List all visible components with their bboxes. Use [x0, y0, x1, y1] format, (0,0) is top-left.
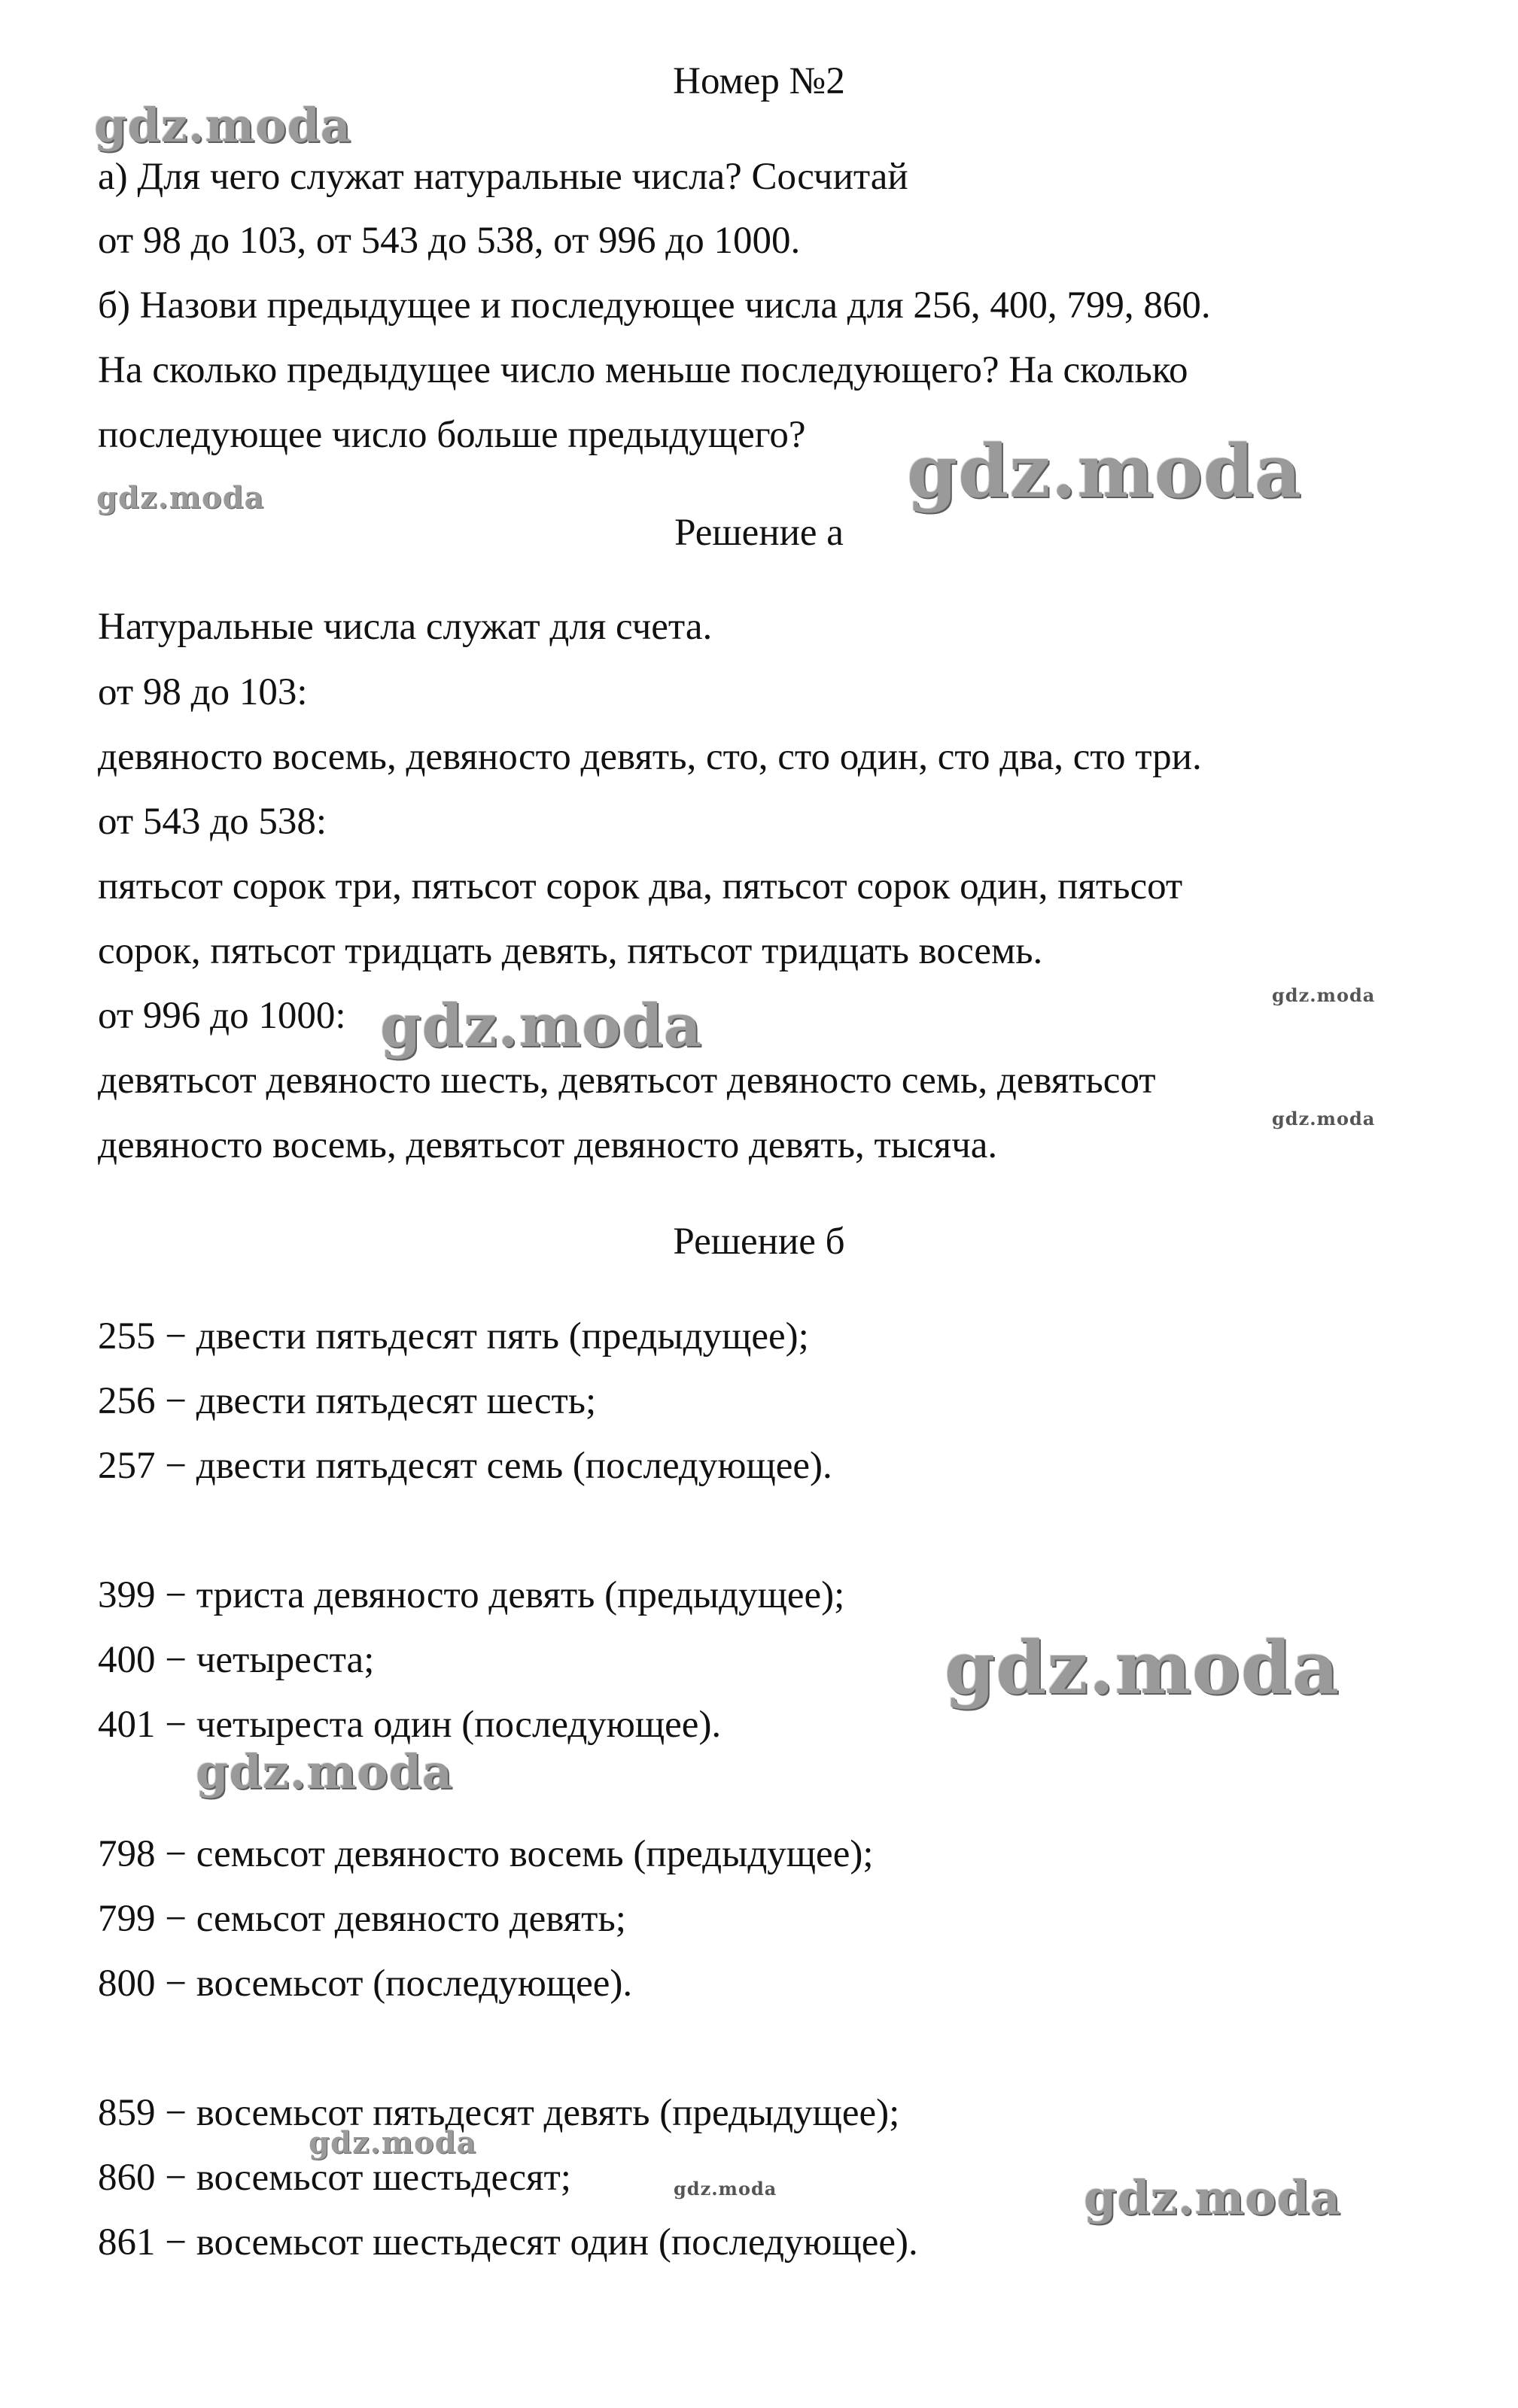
- solution-a-line: девятьсот девяносто шесть, девятьсот девяносто семь, девятьсот: [98, 1060, 1156, 1102]
- page-title: Номер №2: [673, 60, 845, 102]
- task-line-3: б) Назови предыдущее и последующее числа для 256, 400, 799, 860.: [98, 284, 1211, 327]
- watermark-logo: gdz.moda: [907, 429, 1303, 514]
- task-line-2: от 98 до 103, от 543 до 538, от 996 до 1000.: [98, 220, 801, 262]
- solution-a-line: девяносто восемь, девяносто девять, сто, сто один, сто два, сто три.: [98, 736, 1202, 778]
- solution-a-line: девяносто восемь, девятьсот девяносто девять, тысяча.: [98, 1124, 998, 1166]
- solution-b-line: 799 − семьсот девяносто девять;: [98, 1898, 626, 1940]
- solution-b-line: 400 − четыреста;: [98, 1639, 375, 1681]
- solution-a-line: Натуральные числа служат для счета.: [98, 606, 713, 648]
- solution-b-line: 800 − восемьсот (последующее).: [98, 1963, 633, 2005]
- solution-b-line: 256 − двести пятьдесят шесть;: [98, 1380, 597, 1422]
- solution-b-line: 861 − восемьсот шестьдесят один (последующее).: [98, 2221, 918, 2264]
- solution-a-line: сорок, пятьсот тридцать девять, пятьсот тридцать восемь.: [98, 930, 1043, 972]
- watermark-logo: gdz.moda: [1084, 2170, 1341, 2225]
- watermark-logo: gdz.moda: [309, 2125, 477, 2160]
- solution-a-line: пятьсот сорок три, пятьсот сорок два, пятьсот сорок один, пятьсот: [98, 865, 1183, 908]
- watermark-logo: gdz.moda: [674, 2178, 777, 2200]
- task-line-5: последующее число больше предыдущего?: [98, 414, 806, 456]
- watermark-logo: gdz.moda: [1272, 1108, 1376, 1130]
- watermark-logo: gdz.moda: [196, 1744, 453, 1799]
- solution-b-line: 401 − четыреста один (последующее).: [98, 1704, 722, 1746]
- solution-b-line: 860 − восемьсот шестьдесят;: [98, 2157, 571, 2199]
- solution-b-heading: Решение б: [673, 1221, 845, 1263]
- solution-b-line: 257 − двести пятьдесят семь (последующее).: [98, 1445, 832, 1487]
- task-line-1: а) Для чего служат натуральные числа? Сосчитай: [98, 156, 908, 198]
- solution-b-line: 859 − восемьсот пятьдесят девять (предыдущее);: [98, 2092, 900, 2134]
- solution-b-line: 255 − двести пятьдесят пять (предыдущее);: [98, 1315, 809, 1358]
- watermark-logo: gdz.moda: [1272, 984, 1376, 1006]
- watermark-logo: gdz.moda: [96, 480, 265, 515]
- watermark-logo: gdz.moda: [94, 98, 351, 153]
- solution-b-line: 798 − семьсот девяносто восемь (предыдущее);: [98, 1833, 874, 1875]
- solution-a-line: от 543 до 538:: [98, 801, 327, 843]
- solution-a-line: от 98 до 103:: [98, 671, 308, 713]
- solution-a-heading: Решение а: [674, 512, 844, 554]
- watermark-logo: gdz.moda: [945, 1625, 1340, 1710]
- solution-a-line: от 996 до 1000:: [98, 995, 346, 1037]
- task-line-4: На сколько предыдущее число меньше последующего? На сколько: [98, 349, 1188, 391]
- solution-b-line: 399 − триста девяносто девять (предыдущее);: [98, 1574, 845, 1616]
- watermark-logo: gdz.moda: [380, 992, 703, 1060]
